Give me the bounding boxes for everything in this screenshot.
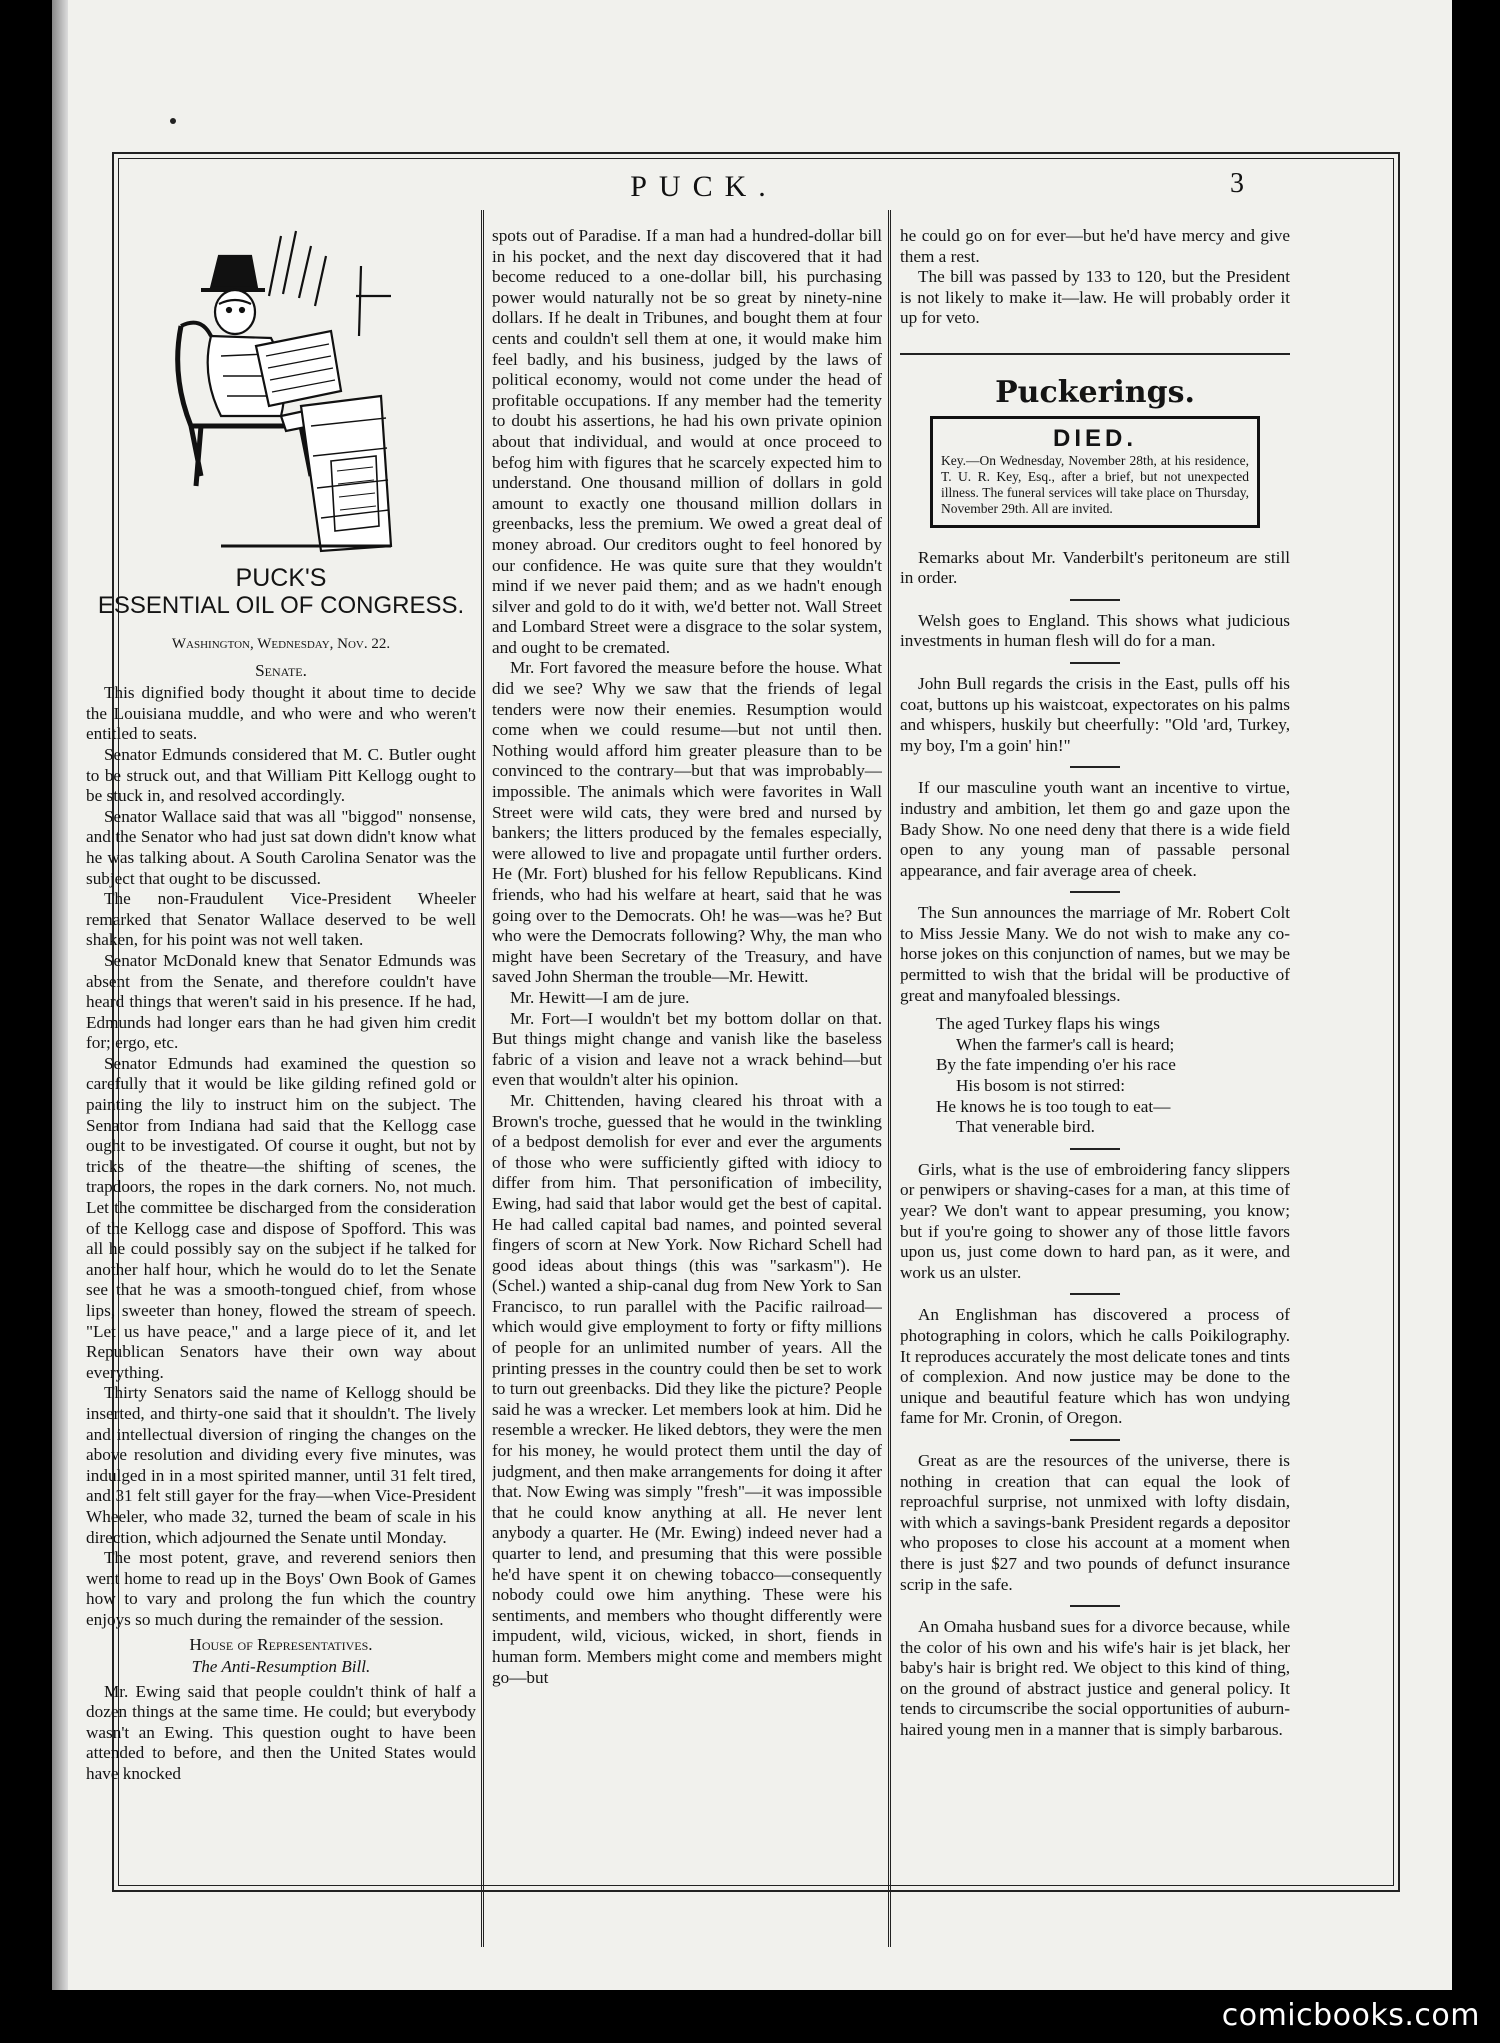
poem-line: By the fate impending o'er his race (936, 1055, 1176, 1075)
paragraph: An Omaha husband sues for a divorce because, while the color of his own and his wife's hair is jet black, her baby's hair is bright red. We object to this kind of thing, on the ground of abstract justice and general policy. It tends to circumscribe the social opportunities of auburn-haired young men in a manner that is simply barbarous. (900, 1617, 1290, 1740)
illustration-puck-reading (161, 226, 401, 556)
paragraph: An Englishman has discovered a process of photographing in colors, which he calls Poikilography. It reproduces accurately the most delicate tones and tints of complexion. And now justice may be done to the unique and beautiful feature which has won undying fame for Mr. Cronin, of Oregon. (900, 1305, 1290, 1428)
poem (936, 1014, 1290, 1138)
paragraph: The non-Fraudulent Vice-President Wheeler remarked that Senator Wallace deserved to be well shaken, for his point was not well taken. (86, 889, 476, 950)
paragraph: Mr. Chittenden, having cleared his throat with a Brown's troche, guessed that he would in the twinkling of a bedpost demolish for ever and ever the arguments of those who were sufficiently gifted with idiocy to differ from him. That personification of imbecility, Ewing, had said that labor would get the best of capital. He had called capital bad names, and pointed several fingers of scorn at New York. Now Richard Schell had good ideas about things (this was "sarkasm"). He (Schel.) wanted a ship-canal dug from New York to San Francisco, to run parallel with the Pacific railroad—which would give employment to forty or fifty millions of people for an unlimited number of years. All the printing presses in the country could then be set to work to turn out greenbacks. Did they like the picture? People said he was a wrecker. Let members look at him. Did he resemble a wrecker. He liked debtors, they were the men for his money, he would protect them until the day of judgment, and then make arrangements for doing it after that. Now Ewing was simply "fresh"—it was impossible that he could know anything at all. He never lent anybody a quarter. He (Mr. Ewing) indeed never had a quarter to lend, and presuming that this were possible he'd have spent it on chewing tobacco—consequently nobody could owe him anything. These were his sentiments, and members who thought differently were impudent, wild, vicious, wicked, in short, fiends in human form. Members might come and members might go—but (492, 1090, 882, 1687)
divider (1070, 1439, 1120, 1441)
poem-line: He knows he is too tough to eat— (936, 1096, 1171, 1116)
paragraph: The Sun announces the marriage of Mr. Robert Colt to Miss Jessie Many. We do not wish to make any co-horse jokes on this conjunction of names, but we may be permitted to wish that the bridal will be productive of great and manyfoaled blessings. (900, 903, 1290, 1005)
death-notice-text: Key.—On Wednesday, November 28th, at his residence, T. U. R. Key, Esq., after a brief, but not unexpected illness. The funeral services will take place on Thursday, November 29th. All are invited. (941, 452, 1249, 516)
column-middle (492, 226, 882, 1955)
poem-line: When the farmer's call is heard; (956, 1034, 1175, 1054)
section-heading-1: PUCK'S (235, 564, 327, 592)
column-left (86, 226, 476, 1955)
divider (1070, 1605, 1120, 1607)
paragraph: Girls, what is the use of embroidering fancy slippers or penwipers or shaving-cases for a man, at this time of year? We don't want to appear presuming, you know; but if you're going to shower any of those little favors upon us, just come down to hard pan, as it were, and work us an ulster. (900, 1159, 1290, 1282)
section-heading-2: ESSENTIAL OIL OF CONGRESS. (97, 592, 465, 619)
divider (1070, 1148, 1120, 1150)
page-gutter (52, 0, 68, 1990)
paragraph: This dignified body thought it about time to decide the Louisiana muddle, and who were and who weren't entitled to seats. (86, 683, 476, 744)
paragraph: Mr. Ewing said that people couldn't think of half a dozen things at the same time. He could; but everybody wasn't an Ewing. This question ought to have been attended to before, and then the United States would have knocked (86, 1681, 476, 1784)
paragraph: Senator Wallace said that was all "biggod" nonsense, and the Senator who had just sat down didn't know what he was talking about. A South Carolina Senator was the subject that ought to be discussed. (86, 806, 476, 888)
paragraph: Mr. Fort—I wouldn't bet my bottom dollar on that. But things might change and vanish like the baseless fabric of a vision and leave not a wrack behind—but even that wouldn't alter his opinion. (492, 1008, 882, 1090)
paragraph: Great as are the resources of the universe, there is nothing in creation that can equal the look of reproachful surprise, not unmixed with lofty disdain, with which a savings-bank President regards a depositor who proposes to close his account at a moment when there is just $27 and two pounds of defunct insurance scrip in the safe. (900, 1450, 1290, 1594)
section-rule (900, 353, 1290, 383)
section-heading-puckerings: Puckerings. (995, 374, 1195, 410)
poem-line: The aged Turkey flaps his wings (936, 1014, 1160, 1034)
column-rule (481, 210, 484, 1947)
column-right (900, 226, 1290, 1955)
column-rule (888, 210, 891, 1947)
dateline: Washington, Wednesday, Nov. 22. (171, 636, 391, 652)
divider (1070, 766, 1120, 768)
paragraph: Senator Edmunds considered that M. C. Butler ought to be struck out, and that William Pitt Kellogg ought to be stuck in, and resolved accordingly. (86, 744, 476, 806)
death-notice-title: DIED. (1052, 424, 1137, 452)
paragraph: John Bull regards the crisis in the East, pulls off his coat, buttons up his waistcoat, expectorates on his palms and whispers, huskily but cheerfully: "Old 'ard, Turkey, my boy, I'm a goin' hin!" (900, 673, 1290, 755)
paragraph: If our masculine youth want an incentive to virtue, industry and ambition, let them go and gaze upon the Bady Show. No one need deny that there is a wide field open to any young man of passable personal appearance, and fair average area of cheek. (900, 778, 1290, 880)
paragraph: Welsh goes to England. This shows what judicious investments in human flesh will do for a man. (900, 610, 1290, 651)
divider (1070, 662, 1120, 664)
poem-line: That venerable bird. (956, 1117, 1095, 1137)
watermark-text: comicbooks.com (1221, 1998, 1480, 2033)
paragraph: spots out of Paradise. If a man had a hundred-dollar bill in his pocket, and the next day discovered that it had become reduced to a one-dollar bill, his purchasing power would naturally not be so great by ninety-nine dollars. If he dealt in Tribunes, and bought them at four cents and couldn't sell them at one, it would make him feel badly, and his business, judged by the laws of political economy, would not come under the head of profitable occupations. If any member had the temerity to doubt his assertions, he had his own private opinion about that individual, and would at once proceed to befog him with figures that he scarcely expected him to understand. One thousand million of dollars in gold amount to exactly one thousand million dollars in greenbacks, less the premium. We owed a great deal of money abroad. Our creditors ought to feel honored by our confidence. He was quite sure that they wouldn't mind if we never paid them; and as we hadn't enough silver and gold to do it with, we'd better not. Wall Street and Lombard Street were a disgrace to the solar system, and ought to be cremated. (492, 226, 882, 657)
divider (1070, 891, 1120, 893)
divider (1070, 1293, 1120, 1295)
paragraph: Senator Edmunds had examined the question so carefully that it would be like gilding refined gold or painting the lily to instruct him on the subject. The Senator from Indiana had said that the Kellogg case ought to be investigated. Of course it ought, but not by tricks of the theatre—the shifting of scenes, the trapdoors, the ropes in the dark corners. No, not much. Let the committee be discharged from the consideration of the Kellogg case and dispose of Spofford. This was all he could possibly say on the subject if he talked for another half hour, which he would do to let the Senate see that he was a smooth-tongued chief, from whose lips, sweeter than honey, flowed the stream of speech. "Let us have peace," and a large piece of it, and let Republican Senators have their own way about everything. (86, 1053, 476, 1382)
paragraph: Remarks about Mr. Vanderbilt's peritoneum are still in order. (900, 547, 1290, 588)
subheading-bill: The Anti-Resumption Bill. (191, 1657, 371, 1677)
paragraph: he could go on for ever—but he'd have mercy and give them a rest. (900, 226, 1290, 266)
subheading-senate: Senate. (255, 660, 307, 680)
masthead-title: PUCK. (630, 170, 778, 203)
paragraph: The most potent, grave, and reverend seniors then went home to read up in the Boys' Own Book of Games how to vary and prolong the fun which the country enjoys so much during the remainder of the session. (86, 1548, 476, 1629)
paragraph: Mr. Fort favored the measure before the house. What did we see? Why we saw that the friends of legal tenders were now their enemies. Resumption would come when we could resume—but not until then. Nothing would afford him greater pleasure than to be convinced to the contrary—but that was improbably—impossible. The animals which were favorites in Wall Street were wild cats, they were bred and nursed by bankers; the litters produced by the females especially, were allowed to live and propagate until further orders. He (Mr. Fort) blushed for his fellow Republicans. Kind friends, who had his welfare at heart, said that he was going over to the Democrats. Oh! he was—was he? But who were the Democrats following? Why, the man who might have been Secretary of the Treasury, and have saved John Sherman the trouble—Mr. Hewitt. (492, 658, 882, 987)
paragraph: The bill was passed by 133 to 120, but the President is not likely to make it—law. He will probably order it up for veto. (900, 267, 1290, 328)
paragraph: Thirty Senators said the name of Kellogg should be inserted, and thirty-one said that it shouldn't. The lively and intellectual diversion of ringing the changes on the above resolution and dividing every five minutes, was indulged in in a most spirited manner, until 31 felt tired, and 31 felt still gayer for the fray—when Vice-President Wheeler, who made 32, turned the beam of scale in his direction, which adjourned the Senate until Monday. (86, 1383, 476, 1547)
divider (1070, 599, 1120, 601)
page-number: 3 (1230, 168, 1244, 199)
paragraph: Mr. Hewitt—I am de jure. (510, 987, 690, 1007)
poem-line: His bosom is not stirred: (956, 1076, 1126, 1096)
ink-dot (170, 118, 176, 124)
paragraph: Senator McDonald knew that Senator Edmunds was absent from the Senate, and therefore couldn't have heard things that weren't said in his presence. If he had, Edmunds had longer ears than he had given him credit for; ergo, etc. (86, 950, 476, 1053)
subheading-house: House of Representatives. (189, 1634, 373, 1654)
death-notice-box (930, 416, 1260, 528)
